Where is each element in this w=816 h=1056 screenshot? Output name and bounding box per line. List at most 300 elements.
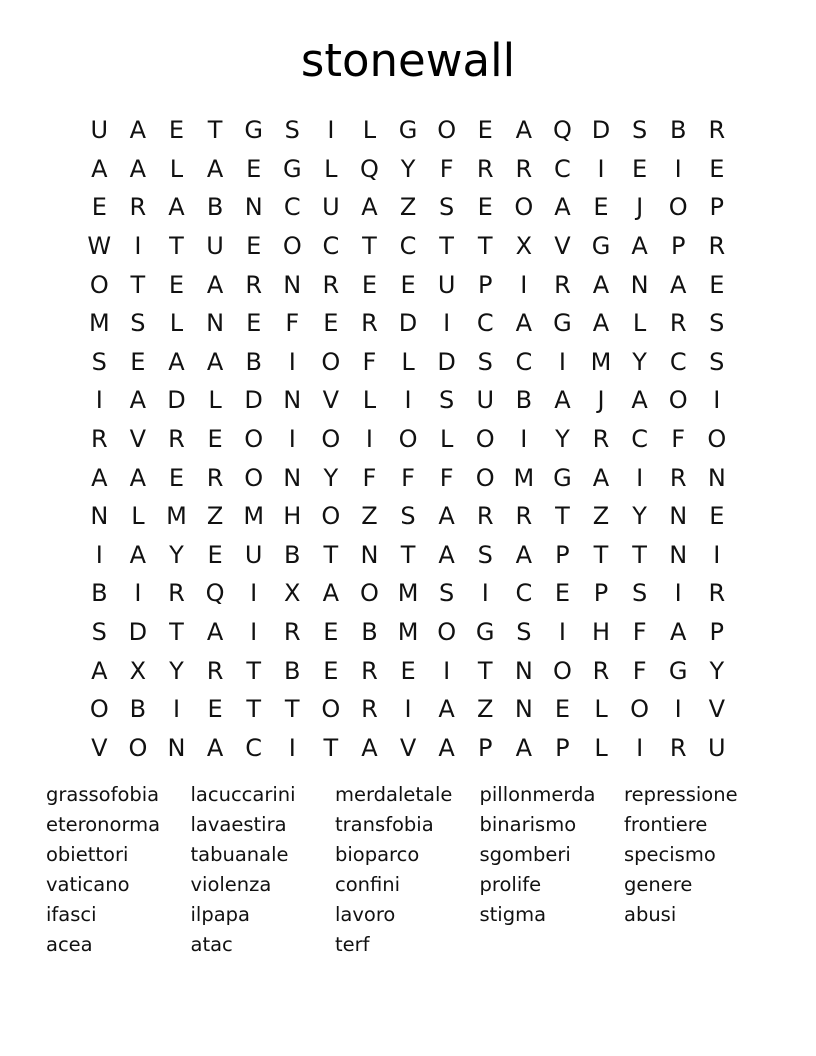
grid-letter: Q [205,579,225,608]
grid-letter: V [554,232,571,261]
grid-letter: H [591,618,611,647]
grid-letter: N [669,540,688,569]
word-list-column [191,780,336,960]
grid-letter: A [515,540,533,569]
grid-letter: I [674,579,682,608]
word-list-column [624,780,769,960]
grid-letter: F [285,309,300,338]
word-list-item: genere [624,873,693,896]
grid-letter: C [631,425,648,454]
word-list-item: terf [335,933,370,956]
grid-letter: S [631,579,648,608]
grid-letter: E [361,270,378,299]
grid-letter: E [207,695,223,724]
grid-letter: S [439,579,455,608]
grid-letter: F [439,154,454,183]
grid-letter: G [553,463,572,492]
grid-letter: I [288,347,296,376]
grid-letter: W [87,232,112,261]
grid-letter: P [555,733,570,762]
grid-letter: M [166,502,187,531]
grid-letter: T [284,695,300,724]
grid-letter: N [514,695,533,724]
grid-letter: T [400,540,416,569]
grid-letter: M [590,347,612,376]
grid-letter: L [594,695,608,724]
grid-letter: S [709,347,725,376]
puzzle-title: stonewall [300,34,516,87]
grid-letter: A [669,270,687,299]
grid-letter: O [321,695,341,724]
grid-row [80,265,736,304]
grid-letter: S [709,309,725,338]
grid-letter: A [206,733,224,762]
grid-letter: I [636,463,644,492]
grid-letter: N [283,270,302,299]
grid-letter: E [632,154,648,183]
grid-letter: Q [360,154,379,183]
grid-letter: T [169,232,184,261]
grid-letter: Z [477,695,494,724]
grid-letter: L [131,502,145,531]
grid-letter: I [134,579,142,608]
grid-letter: Y [555,425,570,454]
word-list-item: lacuccarini [190,783,296,806]
grid-letter: N [244,193,263,222]
grid-letter: A [206,270,224,299]
grid-letter: T [632,540,647,569]
grid-letter: I [713,540,721,569]
grid-letter: R [129,193,147,222]
grid-letter: O [321,425,341,454]
grid-letter: V [129,425,147,454]
grid-letter: U [206,232,224,261]
word-list-item: grassofobia [46,783,160,806]
grid-letter: A [592,463,610,492]
grid-letter: D [398,309,418,338]
grid-letter: S [130,309,146,338]
grid-letter: R [515,154,533,183]
grid-letter: C [322,232,340,261]
grid-letter: G [475,618,495,647]
grid-row [80,497,736,536]
grid-letter: A [91,154,108,183]
grid-letter: O [668,386,688,415]
grid-letter: A [129,116,147,145]
grid-letter: V [91,733,108,762]
grid-row [80,613,736,652]
grid-letter: I [558,347,566,376]
word-list-item: confini [335,873,401,896]
grid-letter: R [361,656,378,685]
grid-letter: Z [592,502,610,531]
grid-letter: S [284,116,300,145]
grid-letter: L [169,309,184,338]
grid-letter: R [515,502,533,531]
grid-letter: Y [632,347,647,376]
grid-letter: B [515,386,533,415]
grid-letter: A [361,193,378,222]
grid-letter: R [168,425,185,454]
grid-letter: E [323,309,339,338]
grid-letter: D [128,618,148,647]
grid-letter: H [283,502,302,531]
grid-letter: I [558,618,566,647]
word-list-item: ifasci [46,903,97,926]
grid-letter: O [437,618,457,647]
grid-letter: A [206,618,224,647]
grid-letter: A [129,540,147,569]
grid-letter: O [707,425,727,454]
grid-letter: R [476,502,494,531]
grid-letter: I [134,232,142,261]
grid-letter: V [322,386,340,415]
word-list-item: stigma [479,903,547,926]
grid-letter: E [709,154,725,183]
grid-letter: T [130,270,146,299]
grid-letter: R [708,232,726,261]
grid-letter: T [323,733,339,762]
grid-letter: N [283,463,302,492]
grid-letter: A [592,270,610,299]
grid-letter: S [91,347,107,376]
grid-letter: N [630,270,649,299]
grid-letter: I [404,386,412,415]
grid-letter: D [167,386,186,415]
word-list-item: tabuanale [190,843,289,866]
grid-letter: U [322,193,340,222]
grid-row [80,304,736,343]
grid-letter: B [284,656,301,685]
word-list-item: violenza [190,873,272,896]
grid-letter: R [168,579,185,608]
grid-letter: O [552,656,572,685]
grid-letter: O [321,502,341,531]
grid-letter: A [669,618,687,647]
word-list-item: frontiere [624,813,708,836]
grid-letter: C [515,347,533,376]
grid-letter: O [668,193,688,222]
grid-letter: S [477,540,493,569]
grid-letter: R [361,309,378,338]
grid-letter: R [669,463,687,492]
grid-letter: Y [169,656,184,685]
grid-row [80,227,736,266]
grid-letter: R [592,425,610,454]
grid-letter: I [520,425,528,454]
grid-letter: O [437,116,457,145]
grid-letter: Y [709,656,725,685]
grid-letter: E [246,309,262,338]
grid-letter: B [284,540,301,569]
grid-letter: E [207,425,223,454]
grid-letter: A [515,733,533,762]
word-list [46,780,770,960]
grid-letter: R [669,309,687,338]
grid-letter: O [630,695,650,724]
grid-letter: E [709,502,725,531]
grid-letter: P [670,232,686,261]
grid-letter: T [246,695,261,724]
grid-letter: P [555,540,570,569]
grid-row [80,574,736,613]
grid-letter: S [516,618,532,647]
grid-letter: N [90,502,109,531]
grid-letter: B [91,579,108,608]
grid-letter: T [362,232,377,261]
grid-letter: S [631,116,648,145]
word-list-item: lavaestira [190,813,287,836]
grid-letter: F [362,347,377,376]
grid-letter: O [514,193,534,222]
grid-letter: L [594,733,608,762]
grid-letter: A [554,386,571,415]
grid-letter: Y [400,154,416,183]
grid-letter: R [206,656,224,685]
grid-letter: F [439,463,454,492]
grid-letter: U [244,540,263,569]
grid-row [80,729,736,768]
grid-letter: A [438,733,455,762]
grid-letter: F [401,463,415,492]
grid-letter: F [362,463,377,492]
grid-letter: G [282,154,302,183]
grid-letter: U [437,270,456,299]
grid-letter: T [593,540,609,569]
grid-letter: S [477,347,493,376]
grid-letter: N [669,502,688,531]
grid-letter: G [398,116,418,145]
grid-letter: E [168,116,185,145]
grid-letter: A [168,193,185,222]
grid-letter: I [288,733,296,762]
grid-letter: M [397,579,419,608]
grid-letter: L [401,347,415,376]
grid-letter: I [95,540,103,569]
grid-letter: N [514,656,533,685]
grid-letter: F [632,656,647,685]
grid-letter: R [90,425,108,454]
word-list-item: atac [190,933,233,956]
word-list-item: sgomberi [479,843,571,866]
grid-letter: A [322,579,340,608]
grid-letter: A [438,540,455,569]
grid-letter: A [91,463,108,492]
grid-letter: R [361,695,378,724]
grid-letter: E [323,618,339,647]
grid-letter: I [597,154,605,183]
grid-letter: I [443,309,451,338]
grid-letter: J [597,386,605,415]
grid-letter: O [244,463,264,492]
grid-letter: A [631,386,648,415]
grid-letter: T [323,540,339,569]
grid-letter: G [668,656,688,685]
grid-letter: B [245,347,262,376]
grid-letter: A [592,309,610,338]
grid-letter: O [321,347,341,376]
grid-row [80,458,736,497]
word-list-item: pillonmerda [479,783,596,806]
word-list-item: abusi [624,903,677,926]
grid-letter: E [207,540,223,569]
grid-letter: T [477,656,493,685]
grid-letter: A [206,154,224,183]
word-list-item: eteronorma [46,813,161,836]
grid-letter: R [669,733,687,762]
grid-letter: O [128,733,148,762]
grid-letter: P [477,733,493,762]
grid-letter: O [282,232,302,261]
grid-letter: S [91,618,107,647]
grid-letter: I [443,656,451,685]
grid-letter: S [400,502,416,531]
grid-letter: O [89,270,109,299]
grid-letter: T [169,618,184,647]
grid-letter: E [593,193,609,222]
grid-letter: R [592,656,610,685]
grid-row [80,150,736,189]
grid-letter: A [554,193,571,222]
grid-letter: V [708,695,725,724]
word-list-item: merdaletale [335,783,453,806]
grid-letter: E [554,579,570,608]
word-list-column [480,780,625,960]
grid-letter: A [361,733,378,762]
grid-letter: M [397,618,419,647]
grid-letter: A [438,695,455,724]
grid-letter: I [365,425,373,454]
grid-letter: R [554,270,571,299]
grid-letter: C [399,232,417,261]
grid-letter: E [323,656,339,685]
word-list-column [335,780,480,960]
grid-letter: V [399,733,417,762]
word-list-item: binarismo [479,813,577,836]
grid-letter: E [246,232,262,261]
grid-letter: O [360,579,379,608]
grid-letter: L [208,386,222,415]
grid-letter: N [283,386,302,415]
grid-letter: B [361,618,378,647]
word-list-item: acea [46,933,93,956]
grid-letter: A [631,232,648,261]
grid-letter: I [674,154,682,183]
grid-letter: R [708,116,726,145]
grid-letter: Z [399,193,417,222]
grid-letter: L [439,425,454,454]
grid-letter: M [88,309,110,338]
word-list-item: obiettori [46,843,129,866]
grid-letter: I [636,733,644,762]
grid-letter: A [91,656,108,685]
grid-letter: Q [552,116,572,145]
grid-letter: E [477,116,493,145]
grid-letter: I [288,425,296,454]
grid-letter: O [398,425,418,454]
word-list-item: lavoro [335,903,396,926]
grid-letter: O [475,463,495,492]
grid-letter: I [250,579,258,608]
grid-letter: O [244,425,264,454]
grid-letter: U [90,116,109,145]
word-list-item: bioparco [335,843,420,866]
grid-letter: C [554,154,571,183]
grid-letter: P [709,618,725,647]
grid-letter: C [669,347,687,376]
grid-letter: T [439,232,454,261]
grid-row [80,111,736,150]
grid-letter: E [400,656,416,685]
grid-letter: I [481,579,489,608]
grid-letter: P [709,193,725,222]
word-list-item: vaticano [46,873,130,896]
grid-letter: F [632,618,647,647]
grid-letter: P [593,579,609,608]
grid-row [80,420,736,459]
grid-letter: L [169,154,184,183]
word-list-item: prolife [479,873,542,896]
word-list-item: ilpapa [190,903,250,926]
grid-letter: E [246,154,262,183]
grid-letter: C [283,193,301,222]
grid-letter: X [284,579,301,608]
grid-letter: E [168,270,185,299]
grid-letter: E [130,347,146,376]
grid-letter: A [438,502,455,531]
grid-letter: Z [361,502,378,531]
grid-letter: L [362,116,377,145]
grid-letter: G [591,232,611,261]
grid-letter: E [477,193,493,222]
grid-row [80,536,736,575]
grid-row [80,188,736,227]
grid-letter: L [632,309,647,338]
grid-letter: R [476,154,494,183]
grid-letter: R [206,463,224,492]
grid-letter: I [520,270,528,299]
grid-letter: X [515,232,533,261]
grid-letter: L [324,154,338,183]
word-list-item: specismo [624,843,716,866]
grid-letter: E [168,463,185,492]
word-list-item: transfobia [335,813,434,836]
grid-letter: A [129,154,147,183]
grid-letter: D [591,116,611,145]
grid-letter: E [400,270,416,299]
grid-row [80,381,736,420]
grid-letter: C [245,733,263,762]
grid-letter: A [515,309,533,338]
grid-letter: T [246,656,261,685]
grid-row [80,343,736,382]
grid-letter: A [206,347,224,376]
grid-letter: N [707,463,726,492]
grid-letter: O [89,695,109,724]
grid-letter: U [708,733,726,762]
grid-letter: I [172,695,181,724]
grid-letter: R [283,618,301,647]
grid-letter: Y [632,502,647,531]
grid-letter: I [713,386,721,415]
grid-letter: U [476,386,495,415]
word-list-column [46,780,191,960]
grid-letter: I [95,386,103,415]
grid-letter: A [515,116,533,145]
grid-letter: G [553,309,572,338]
grid-letter: N [167,733,186,762]
grid-letter: I [674,695,682,724]
